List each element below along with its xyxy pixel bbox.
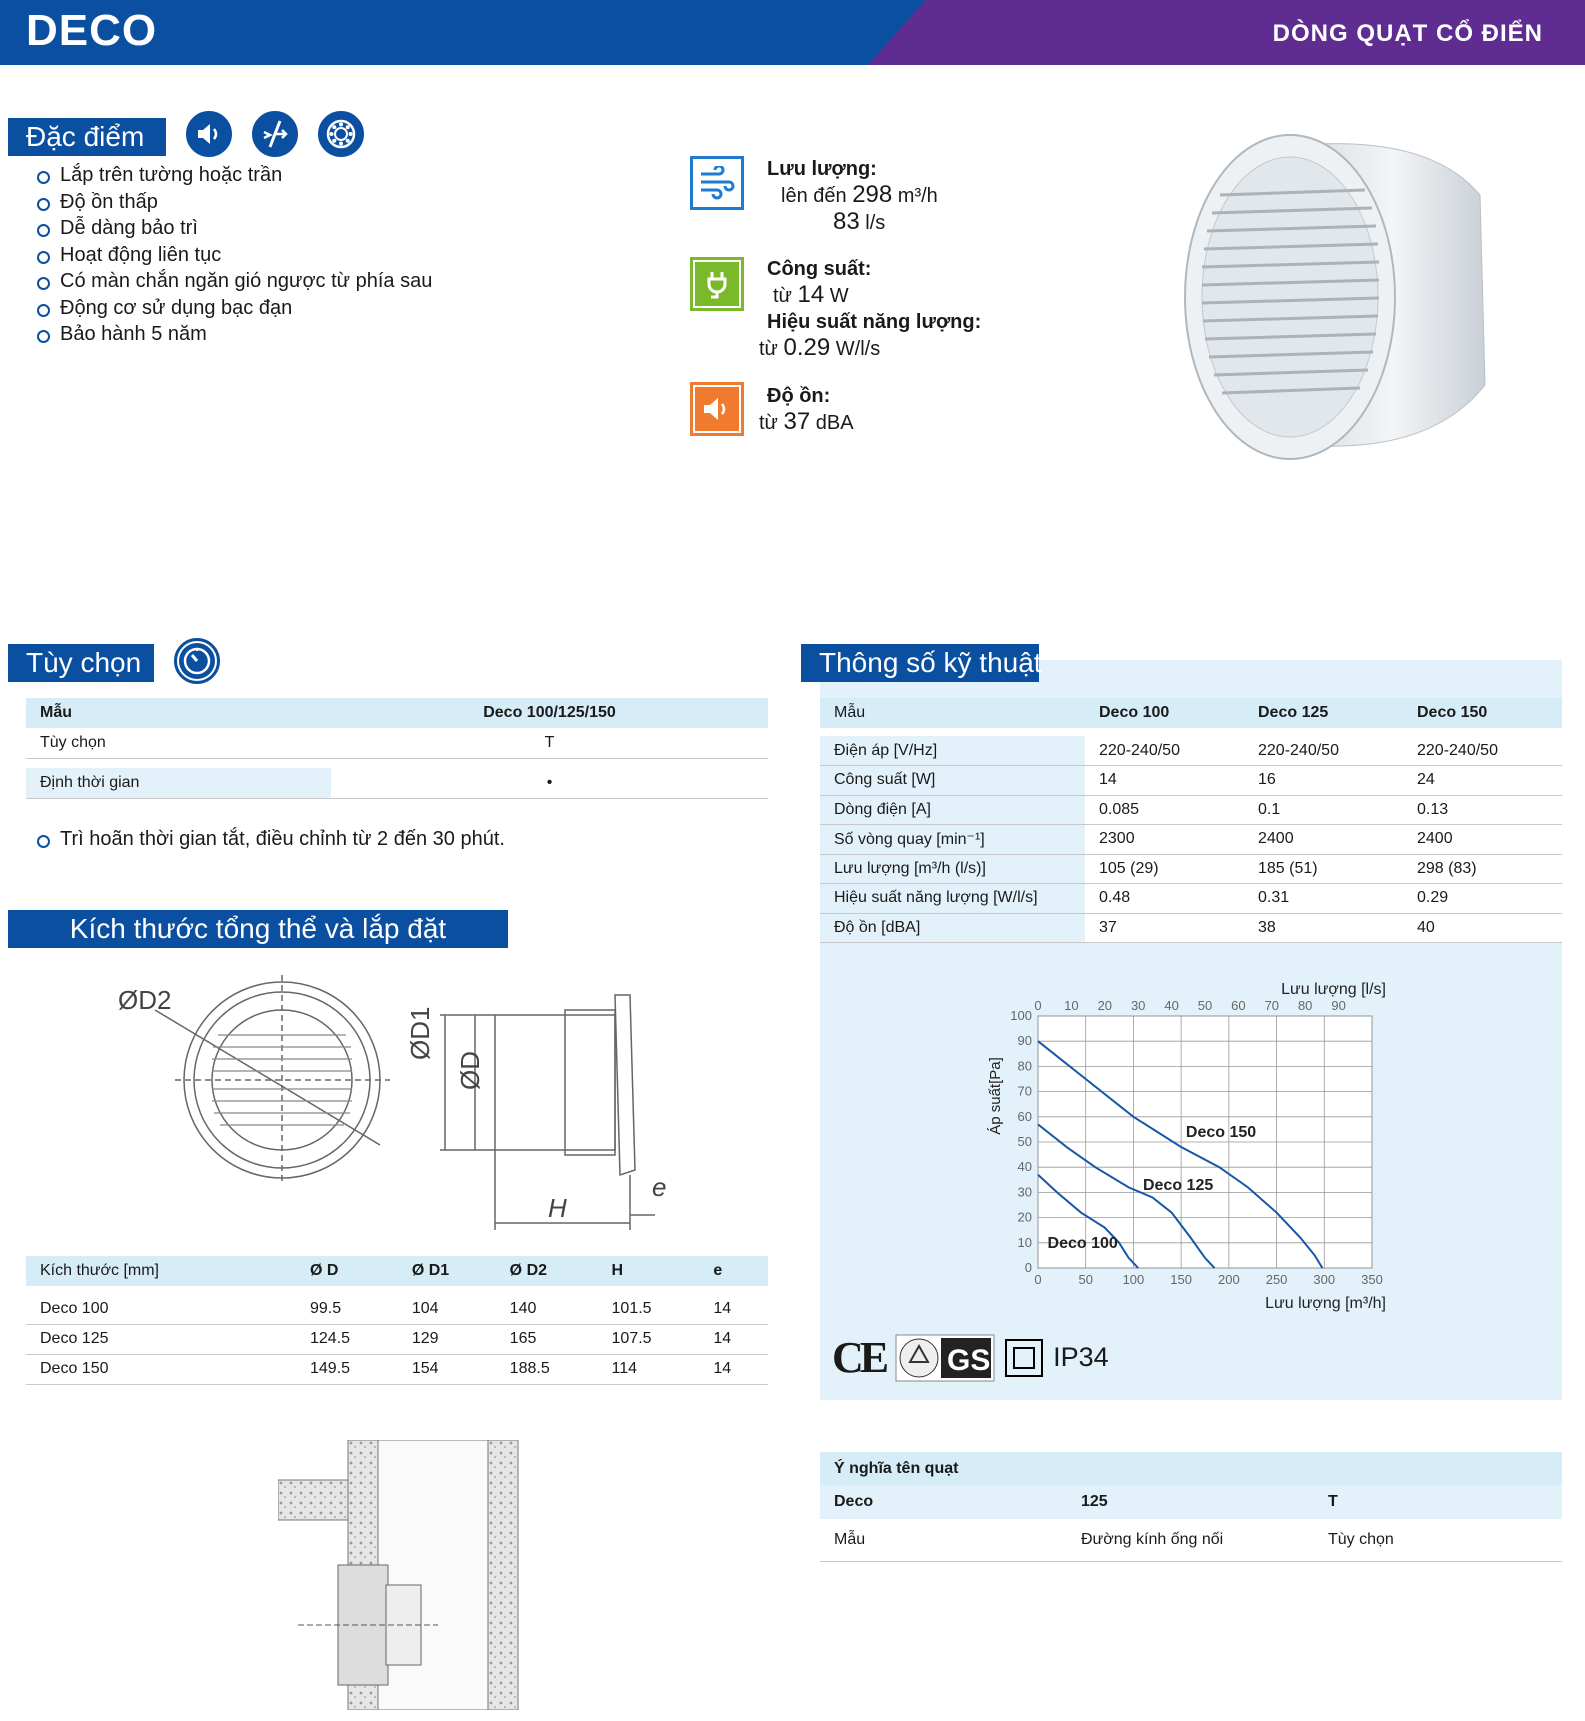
naming-title: Ý nghĩa tên quạt [820,1452,1562,1485]
series-label: Deco 125 [1142,1176,1214,1194]
x-tick-label: 300 [1313,1272,1336,1287]
y-tick-label: 60 [1017,1108,1032,1124]
x2-tick-label: 0 [1034,998,1042,1013]
dim-cell: Deco 150 [26,1354,296,1384]
y-tick-label: 100 [1010,1008,1032,1023]
tech-header: Deco 125 [1244,698,1403,728]
x2-tick-label: 50 [1197,998,1213,1013]
dimensions-table [26,1256,768,1385]
x2-tick-label: 70 [1264,998,1280,1013]
noise-icon [690,382,744,436]
features-list [34,162,432,348]
efficiency-label: Hiệu suất năng lượng: [767,311,982,333]
tech-header: Deco 150 [1403,698,1562,728]
power-unit: W [829,285,849,307]
y-tick-label: 30 [1017,1184,1032,1200]
feature-item: Độ ồn thấp [34,189,432,216]
x2-axis-label: Lưu lượng [l/s] [1281,981,1386,998]
dim-cell: 104 [398,1294,496,1324]
dim-cell: 149.5 [296,1354,398,1384]
options-label: Tùy chọn [8,644,154,682]
tech-cell: 2300 [1085,825,1244,855]
timer-icon [174,638,220,684]
dim-cell: 124.5 [296,1324,398,1354]
airflow-unit-ls: l/s [865,212,886,234]
technical-label: Thông số kỹ thuật [801,644,1039,682]
dim-cell: 101.5 [598,1294,700,1324]
dim-cell: 114 [598,1354,700,1384]
x2-tick-label: 30 [1130,998,1146,1013]
tech-row-label: Lưu lượng [m³/h (l/s)] [820,854,1085,884]
x-tick-label: 350 [1361,1272,1383,1287]
naming-table [820,1452,1562,1562]
x2-tick-label: 20 [1097,998,1113,1013]
performance-chart [980,968,1400,1313]
noise-spec [759,383,854,436]
technical-table [820,698,1562,943]
airflow-icon [690,156,744,210]
tech-cell: 0.1 [1244,795,1403,825]
tuv-gs-mark [895,1334,995,1382]
dim-header: Ø D1 [398,1256,496,1286]
airflow-value-m3h: 298 [852,181,893,208]
x2-tick-label: 90 [1331,998,1346,1013]
naming-meaning: Đường kính ống nối [1067,1519,1314,1561]
tech-cell: 24 [1403,766,1562,796]
features-label: Đặc điểm [8,118,166,156]
y-tick-label: 80 [1017,1058,1032,1074]
tech-row-label: Điện áp [V/Hz] [820,736,1085,766]
feature-item: Có màn chắn ngăn gió ngược từ phía sau [34,268,432,295]
feature-item: Bảo hành 5 năm [34,321,432,348]
page-title: DECO [26,6,158,55]
y-axis-label: Áp suất[Pa] [987,1057,1004,1135]
airflow-value-ls: 83 [833,208,860,235]
page-subtitle: DÒNG QUẠT CỔ ĐIỂN [1272,20,1543,47]
tech-cell: 0.48 [1085,884,1244,914]
series-label: Deco 100 [1047,1234,1118,1252]
x2-tick-label: 60 [1231,998,1246,1013]
speaker-icon [186,111,232,157]
naming-part: 125 [1081,1493,1108,1510]
dim-header: Ø D2 [496,1256,598,1286]
airflow-prefix: lên đến [781,185,847,207]
efficiency-value: 0.29 [783,334,831,361]
timer-row-value: • [331,768,768,798]
options-row-label: Tùy chọn [26,728,331,758]
tech-cell: 220-240/50 [1403,736,1562,766]
tech-cell: 38 [1244,913,1403,943]
y-tick-label: 10 [1017,1234,1032,1250]
dim-cell: 165 [496,1324,598,1354]
options-table [26,698,768,799]
ce-mark: CE [832,1333,886,1382]
tech-header: Mẫu [820,698,1085,728]
naming-meaning: Tùy chọn [1314,1519,1562,1561]
dim-cell: 14 [699,1324,768,1354]
product-fan-image [1180,125,1490,470]
noise-value: 37 [783,408,811,435]
power-label: Công suất: [767,258,872,280]
y-tick-label: 0 [1024,1260,1032,1275]
dim-header: e [699,1256,768,1286]
airflow-spec [767,156,938,236]
x-tick-label: 200 [1218,1272,1240,1287]
dim-cell: 129 [398,1324,496,1354]
tech-row-label: Số vòng quay [min⁻¹] [820,825,1085,855]
x-tick-label: 50 [1078,1272,1093,1287]
options-header-model: Mẫu [26,698,331,728]
tech-cell: 16 [1244,766,1403,796]
tech-row-label: Dòng điện [A] [820,795,1085,825]
tech-cell: 40 [1403,913,1562,943]
options-row-value: T [331,728,768,758]
naming-part: T [1328,1493,1338,1510]
tech-row-label: Hiệu suất năng lượng [W/l/s] [820,884,1085,914]
label-od2: ØD2 [118,985,172,1015]
tech-cell: 2400 [1244,825,1403,855]
tech-row-label: Độ ồn [dBA] [820,913,1085,943]
timer-row-label: Định thời gian [26,768,331,798]
dim-cell: 99.5 [296,1294,398,1324]
backflow-icon [252,111,298,157]
noise-unit: dBA [815,412,854,434]
x2-tick-label: 10 [1064,998,1079,1013]
x-axis-label: Lưu lượng [m³/h] [1265,1295,1386,1312]
installation-drawing [278,1440,528,1710]
bearing-icon [318,111,364,157]
feature-item: Dễ dàng bảo trì [34,215,432,242]
y-tick-label: 90 [1017,1033,1032,1049]
x2-tick-label: 80 [1297,998,1313,1013]
options-note-list [34,826,505,853]
y-tick-label: 50 [1017,1134,1032,1149]
feature-item: Động cơ sử dụng bạc đạn [34,295,432,322]
efficiency-unit: W/l/s [835,338,881,360]
tech-header: Deco 100 [1085,698,1244,728]
tech-cell: 220-240/50 [1244,736,1403,766]
feature-item: Lắp trên tường hoặc trần [34,162,432,189]
series-label: Deco 150 [1185,1123,1257,1141]
y-tick-label: 40 [1017,1159,1032,1175]
label-h: H [548,1193,567,1223]
efficiency-prefix: từ [759,338,778,360]
dim-cell: Deco 100 [26,1294,296,1324]
noise-prefix: từ [759,412,778,434]
power-prefix: từ [773,285,792,307]
tech-cell: 0.085 [1085,795,1244,825]
tech-cell: 2400 [1403,825,1562,855]
feature-item: Hoạt động liên tục [34,242,432,269]
x-tick-label: 250 [1265,1272,1288,1287]
x-tick-label: 0 [1034,1272,1042,1287]
label-e: e [652,1172,667,1202]
tech-cell: 0.29 [1403,884,1562,914]
y-tick-label: 20 [1017,1209,1032,1225]
tech-cell: 185 (51) [1244,854,1403,884]
airflow-unit-m3h: m³/h [897,185,938,207]
naming-part: Deco [834,1493,874,1510]
dim-cell: 107.5 [598,1324,700,1354]
power-plug-icon [690,257,744,311]
dim-cell: Deco 125 [26,1324,296,1354]
dim-header: Ø D [296,1256,398,1286]
options-note: Trì hoãn thời gian tắt, điều chỉnh từ 2 đến 30 phút. [34,826,505,853]
dim-cell: 14 [699,1354,768,1384]
tech-cell: 220-240/50 [1085,736,1244,766]
tech-row-label: Công suất [W] [820,766,1085,796]
ip-rating: IP34 [1053,1342,1109,1372]
tech-cell: 14 [1085,766,1244,796]
certifications [832,1332,1109,1383]
naming-meaning: Mẫu [820,1519,1067,1561]
x-tick-label: 150 [1170,1272,1192,1287]
dim-cell: 154 [398,1354,496,1384]
tech-cell: 37 [1085,913,1244,943]
x2-tick-label: 40 [1164,998,1179,1013]
dimensions-label: Kích thước tổng thể và lắp đặt [8,910,508,948]
dim-cell: 140 [496,1294,598,1324]
power-spec [759,256,982,362]
tech-cell: 0.31 [1244,884,1403,914]
tech-cell: 105 (29) [1085,854,1244,884]
airflow-label: Lưu lượng: [767,158,877,180]
dim-cell: 14 [699,1294,768,1324]
y-tick-label: 70 [1017,1083,1032,1099]
svg-text:GS: GS [947,1343,991,1377]
dim-cell: 188.5 [496,1354,598,1384]
tech-cell: 298 (83) [1403,854,1562,884]
x-tick-label: 100 [1122,1272,1145,1287]
double-insulation-mark [1005,1339,1043,1377]
noise-label: Độ ồn: [767,385,831,407]
power-value: 14 [797,281,825,308]
tech-cell: 0.13 [1403,795,1562,825]
dim-header: H [598,1256,700,1286]
dim-header: Kích thước [mm] [26,1256,296,1286]
options-header-models: Deco 100/125/150 [331,698,768,728]
label-od1: ØD1 [405,1006,435,1060]
dimension-drawing [110,975,670,1245]
label-od: ØD [455,1051,485,1090]
